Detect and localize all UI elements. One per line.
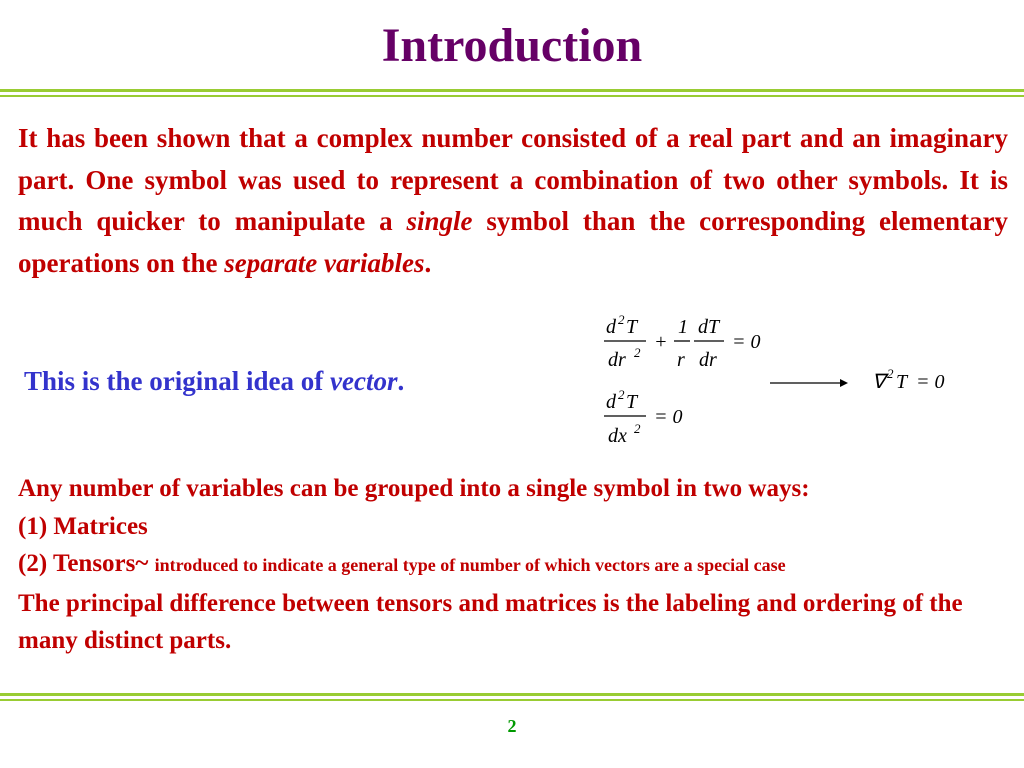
equation-2	[604, 387, 683, 447]
eq2-num-sup: 2	[618, 387, 625, 402]
result-nabla: ∇	[872, 371, 886, 393]
grouping-line-1: Any number of variables can be grouped into a single symbol in two ways:	[18, 475, 810, 502]
laplace-result	[872, 366, 945, 393]
eq1-num-sup: 2	[618, 312, 625, 327]
result-sup: 2	[887, 366, 894, 381]
idea-emphasis-vector: vector	[330, 366, 398, 396]
tensors-label: (2) Tensors~	[18, 550, 155, 577]
grouping-line-tensors	[18, 545, 1018, 585]
eq1-frac3-den: dr	[699, 349, 717, 371]
para-emphasis-single: single	[406, 206, 473, 236]
eq2-num-d: d	[606, 391, 616, 413]
equation-1	[604, 312, 761, 371]
para-emphasis-separate-variables: separate variables	[224, 247, 425, 278]
grouping-text-block	[18, 470, 1018, 660]
eq1-frac2-den: r	[677, 349, 685, 371]
eq1-num-t: T	[626, 316, 638, 338]
eq2-equals: = 0	[654, 406, 683, 428]
para-text-3: .	[424, 247, 432, 278]
vector-idea-line	[24, 366, 404, 397]
result-equals: = 0	[916, 371, 945, 393]
para-text-1: It has been shown that a complex number consisted of a real part and an imaginary part. One symbol was used to represent a combination of two other symbols. It is much quicker to manipulate a	[18, 123, 1008, 236]
eq1-num-d: d	[606, 316, 616, 338]
eq1-plus: +	[654, 331, 668, 353]
top-divider	[0, 89, 1024, 97]
eq1-den-sup: 2	[634, 345, 641, 360]
idea-period: .	[397, 366, 405, 396]
equations-figure	[600, 308, 980, 458]
page-number: 2	[507, 716, 517, 736]
eq1-frac3-num: dT	[698, 316, 720, 338]
idea-text: This is the original idea of	[24, 366, 331, 396]
bottom-divider	[0, 693, 1024, 701]
eq2-den-sup: 2	[634, 421, 641, 436]
arrow-icon	[770, 379, 848, 387]
eq1-frac2-num: 1	[678, 316, 688, 338]
grouping-line-difference: The principal difference between tensors and matrices is the labeling and ordering of the many distinct parts.	[18, 589, 963, 654]
tensors-description: introduced to indicate a general type of number of which vectors are a special case	[154, 555, 786, 575]
grouping-line-matrices: (1) Matrices	[18, 512, 148, 540]
result-var: T	[896, 371, 908, 393]
eq1-den: dr	[608, 349, 626, 371]
eq2-num-t: T	[626, 391, 638, 413]
slide-title: Introduction	[381, 19, 643, 72]
intro-paragraph	[18, 118, 1008, 284]
eq2-den: dx	[608, 425, 627, 447]
para-text-2: symbol than the corresponding elementary operations on the	[18, 206, 1008, 278]
eq1-equals: = 0	[732, 331, 761, 353]
